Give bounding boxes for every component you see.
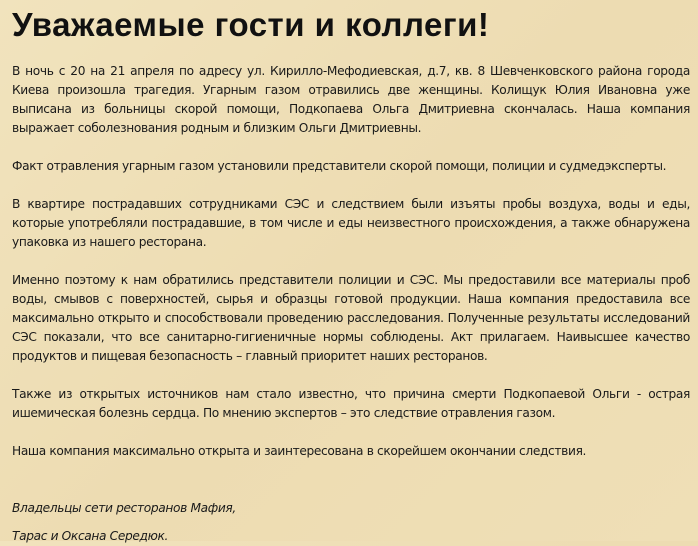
paragraph-openness: Наша компания максимально открыта и заинтересована в скорейшем окончании следствия. — [12, 444, 587, 458]
signature-names: Тарас и Оксана Середюк. — [12, 529, 169, 543]
paragraph-incident: В ночь с 20 на 21 апреля по адресу ул. Кирилло-Мефодиевская, д.7, кв. 8 Шевченковского района города Киева произошла трагедия. Угарным газом отравились две женщины. Колищук Юлия Ивановна уже выписана из больницы скорой помощи, Подкопаева Ольга Дмитриевна скончалась. Наша компания выражает соболезнования родным и близким Ольги Дмитриевны. — [12, 64, 690, 135]
paragraph-samples: В квартире пострадавших сотрудниками СЭС и следствием были изъяты пробы воздуха, воды и еды, которые употребляли пострадавшие, в том числе и еды неизвестного происхождения, а также обнаружена упаковка из нашего ресторана. — [12, 197, 690, 249]
paragraph-fact: Факт отравления угарным газом установили представители скорой помощи, полиции и судмедэксперты. — [12, 159, 667, 173]
signature-owners: Владельцы сети ресторанов Мафия, — [12, 501, 236, 515]
page-title: Уважаемые гости и коллеги! — [12, 6, 490, 43]
paragraph-cause: Также из открытых источников нам стало известно, что причина смерти Подкопаевой Ольги - острая ишемическая болезнь сердца. По мнению экспертов – это следствие отравления газом. — [12, 387, 690, 420]
paragraph-investigation: Именно поэтому к нам обратились представители полиции и СЭС. Мы предоставили все материалы проб воды, смывов с поверхностей, сырья и образцы готовой продукции. Наша компания предоставила все максимально открыто и способствовали проведению расследования. Полученные результаты исследований СЭС показали, что все санитарно-гигиеничные нормы соблюдены. Акт прилагаем. Наивысшее качество продуктов и пищевая безопасность – главный приоритет наших ресторанов. — [12, 273, 690, 363]
